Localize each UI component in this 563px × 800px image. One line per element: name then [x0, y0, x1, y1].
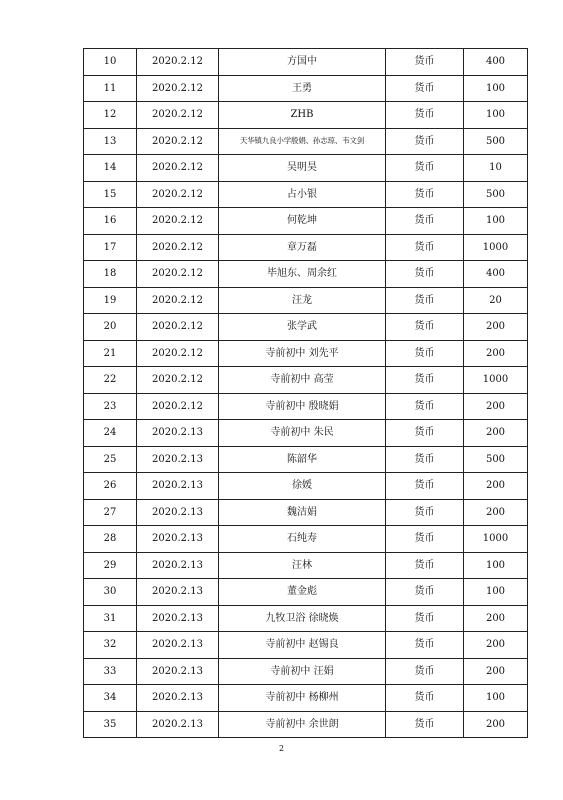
donor-name-cell: 九牧卫浴 徐晓焕: [219, 605, 386, 632]
amount-cell: 200: [464, 499, 528, 526]
row-number-cell: 10: [84, 49, 137, 76]
row-number-cell: 17: [84, 234, 137, 261]
date-cell: 2020.2.13: [137, 473, 219, 500]
date-cell: 2020.2.13: [137, 658, 219, 685]
donor-name-cell: 汪龙: [219, 287, 386, 314]
donor-name-cell: 汪林: [219, 552, 386, 579]
donation-type-cell: 货币: [386, 420, 464, 447]
row-number-cell: 23: [84, 393, 137, 420]
date-cell: 2020.2.13: [137, 632, 219, 659]
row-number-cell: 13: [84, 128, 137, 155]
amount-cell: 1000: [464, 234, 528, 261]
amount-cell: 100: [464, 75, 528, 102]
date-cell: 2020.2.12: [137, 181, 219, 208]
donation-type-cell: 货币: [386, 473, 464, 500]
table-row: [84, 261, 528, 288]
donation-type-cell: 货币: [386, 49, 464, 76]
amount-cell: 1000: [464, 526, 528, 553]
date-cell: 2020.2.13: [137, 526, 219, 553]
row-number-cell: 34: [84, 685, 137, 712]
table-row: [84, 605, 528, 632]
donor-name-cell: 寺前初中 殷晓娟: [219, 393, 386, 420]
donor-name-cell: 寺前初中 朱民: [219, 420, 386, 447]
date-cell: 2020.2.12: [137, 287, 219, 314]
date-cell: 2020.2.12: [137, 393, 219, 420]
row-number-cell: 24: [84, 420, 137, 447]
donation-type-cell: 货币: [386, 155, 464, 182]
table-row: [84, 685, 528, 712]
table-row: [84, 393, 528, 420]
donor-name-cell: 寺前初中 汪娟: [219, 658, 386, 685]
row-number-cell: 12: [84, 102, 137, 129]
donation-type-cell: 货币: [386, 579, 464, 606]
row-number-cell: 27: [84, 499, 137, 526]
date-cell: 2020.2.12: [137, 155, 219, 182]
donor-name-cell: 方国中: [219, 49, 386, 76]
donor-name-cell: 何乾坤: [219, 208, 386, 235]
amount-cell: 200: [464, 314, 528, 341]
donation-type-cell: 货币: [386, 261, 464, 288]
date-cell: 2020.2.13: [137, 605, 219, 632]
amount-cell: 200: [464, 420, 528, 447]
donor-name-cell: ZHB: [219, 102, 386, 129]
donor-name-cell: 寺前初中 刘先平: [219, 340, 386, 367]
donation-type-cell: 货币: [386, 128, 464, 155]
amount-cell: 10: [464, 155, 528, 182]
row-number-cell: 29: [84, 552, 137, 579]
donation-type-cell: 货币: [386, 234, 464, 261]
donation-type-cell: 货币: [386, 605, 464, 632]
amount-cell: 200: [464, 658, 528, 685]
row-number-cell: 11: [84, 75, 137, 102]
date-cell: 2020.2.12: [137, 234, 219, 261]
row-number-cell: 30: [84, 579, 137, 606]
donation-type-cell: 货币: [386, 393, 464, 420]
amount-cell: 100: [464, 208, 528, 235]
table-row: [84, 711, 528, 738]
donor-name-cell: 寺前初中 赵锡良: [219, 632, 386, 659]
amount-cell: 20: [464, 287, 528, 314]
amount-cell: 200: [464, 605, 528, 632]
donation-type-cell: 货币: [386, 552, 464, 579]
row-number-cell: 32: [84, 632, 137, 659]
table-row: [84, 579, 528, 606]
table-row: [84, 49, 528, 76]
amount-cell: 100: [464, 579, 528, 606]
donor-name-cell: 王勇: [219, 75, 386, 102]
table-row: [84, 632, 528, 659]
date-cell: 2020.2.12: [137, 128, 219, 155]
date-cell: 2020.2.12: [137, 75, 219, 102]
table-row: [84, 128, 528, 155]
table-row: [84, 473, 528, 500]
date-cell: 2020.2.13: [137, 420, 219, 447]
date-cell: 2020.2.12: [137, 340, 219, 367]
donation-type-cell: 货币: [386, 367, 464, 394]
date-cell: 2020.2.13: [137, 685, 219, 712]
date-cell: 2020.2.12: [137, 208, 219, 235]
donor-name-cell: 章万磊: [219, 234, 386, 261]
table-row: [84, 446, 528, 473]
donor-name-cell: 徐媛: [219, 473, 386, 500]
row-number-cell: 16: [84, 208, 137, 235]
amount-cell: 500: [464, 181, 528, 208]
donation-table-body: [84, 49, 528, 738]
row-number-cell: 18: [84, 261, 137, 288]
row-number-cell: 14: [84, 155, 137, 182]
amount-cell: 400: [464, 49, 528, 76]
table-row: [84, 155, 528, 182]
page-number: 2: [278, 744, 285, 753]
donor-name-cell: 寺前初中 高莹: [219, 367, 386, 394]
donor-name-cell: 天华镇九良小学殷娟、孙志琼、韦文剑: [219, 128, 386, 155]
donor-name-cell: 寺前初中 杨柳州: [219, 685, 386, 712]
donation-type-cell: 货币: [386, 658, 464, 685]
donor-name-cell: 魏洁娟: [219, 499, 386, 526]
date-cell: 2020.2.13: [137, 552, 219, 579]
donation-type-cell: 货币: [386, 446, 464, 473]
amount-cell: 200: [464, 632, 528, 659]
date-cell: 2020.2.12: [137, 49, 219, 76]
donor-name-cell: 陈韶华: [219, 446, 386, 473]
donation-type-cell: 货币: [386, 685, 464, 712]
amount-cell: 500: [464, 446, 528, 473]
row-number-cell: 25: [84, 446, 137, 473]
amount-cell: 400: [464, 261, 528, 288]
donor-name-cell: 张学武: [219, 314, 386, 341]
donation-type-cell: 货币: [386, 102, 464, 129]
table-row: [84, 314, 528, 341]
donation-type-cell: 货币: [386, 208, 464, 235]
donation-type-cell: 货币: [386, 314, 464, 341]
donation-type-cell: 货币: [386, 526, 464, 553]
date-cell: 2020.2.12: [137, 367, 219, 394]
amount-cell: 500: [464, 128, 528, 155]
table-row: [84, 367, 528, 394]
row-number-cell: 22: [84, 367, 137, 394]
table-row: [84, 658, 528, 685]
donation-table: [83, 48, 528, 738]
table-row: [84, 208, 528, 235]
donation-type-cell: 货币: [386, 181, 464, 208]
amount-cell: 200: [464, 711, 528, 738]
donor-name-cell: 石纯寿: [219, 526, 386, 553]
amount-cell: 100: [464, 102, 528, 129]
donation-type-cell: 货币: [386, 340, 464, 367]
donor-name-cell: 毕旭东、周余红: [219, 261, 386, 288]
donation-type-cell: 货币: [386, 711, 464, 738]
amount-cell: 200: [464, 473, 528, 500]
row-number-cell: 26: [84, 473, 137, 500]
table-row: [84, 552, 528, 579]
row-number-cell: 20: [84, 314, 137, 341]
row-number-cell: 31: [84, 605, 137, 632]
row-number-cell: 35: [84, 711, 137, 738]
table-row: [84, 75, 528, 102]
row-number-cell: 33: [84, 658, 137, 685]
date-cell: 2020.2.12: [137, 102, 219, 129]
donor-name-cell: 占小银: [219, 181, 386, 208]
donation-type-cell: 货币: [386, 287, 464, 314]
date-cell: 2020.2.13: [137, 499, 219, 526]
date-cell: 2020.2.12: [137, 261, 219, 288]
date-cell: 2020.2.12: [137, 314, 219, 341]
table-row: [84, 234, 528, 261]
amount-cell: 200: [464, 340, 528, 367]
table-row: [84, 181, 528, 208]
table-row: [84, 287, 528, 314]
row-number-cell: 15: [84, 181, 137, 208]
table-row: [84, 526, 528, 553]
donation-type-cell: 货币: [386, 632, 464, 659]
table-row: [84, 420, 528, 447]
amount-cell: 100: [464, 552, 528, 579]
date-cell: 2020.2.13: [137, 711, 219, 738]
amount-cell: 200: [464, 393, 528, 420]
table-row: [84, 499, 528, 526]
donor-name-cell: 董金彪: [219, 579, 386, 606]
row-number-cell: 28: [84, 526, 137, 553]
donation-type-cell: 货币: [386, 75, 464, 102]
table-row: [84, 102, 528, 129]
amount-cell: 100: [464, 685, 528, 712]
donor-name-cell: 吴明昊: [219, 155, 386, 182]
amount-cell: 1000: [464, 367, 528, 394]
date-cell: 2020.2.13: [137, 579, 219, 606]
date-cell: 2020.2.13: [137, 446, 219, 473]
row-number-cell: 21: [84, 340, 137, 367]
row-number-cell: 19: [84, 287, 137, 314]
table-row: [84, 340, 528, 367]
donation-type-cell: 货币: [386, 499, 464, 526]
donor-name-cell: 寺前初中 余世朗: [219, 711, 386, 738]
